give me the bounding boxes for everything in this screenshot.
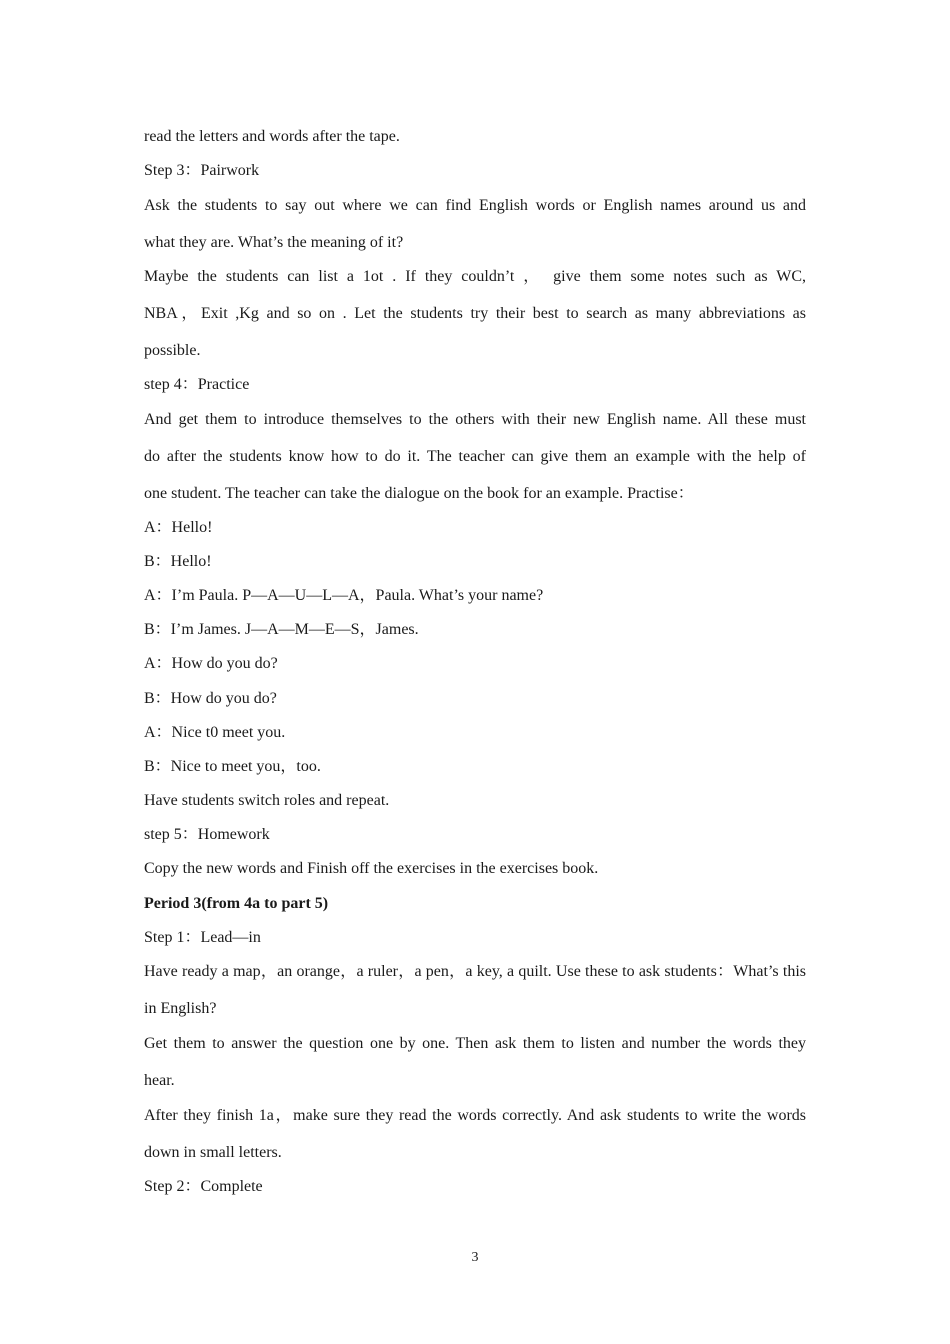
dialogue-line: B：How do you do? bbox=[144, 690, 277, 707]
page-number: 3 bbox=[471, 1250, 479, 1265]
text-line: do after the students know how to do it. The teacher can give them an example with the help of bbox=[144, 448, 806, 465]
text-line: Have students switch roles and repeat. bbox=[144, 792, 390, 809]
text-line: Maybe the students can list a 1ot . If they couldn’t ， give them some notes such as WC, bbox=[144, 268, 806, 285]
text-line: Ask the students to say out where we can find English words or English names around us and bbox=[144, 197, 806, 214]
text-line: Have ready a map，an orange，a ruler，a pen，a key, a quilt. Use these to ask students：What’s this bbox=[144, 963, 806, 980]
text-line: Get them to answer the question one by one. Then ask them to listen and number the words they bbox=[144, 1035, 806, 1052]
dialogue-line: B：I’m James. J—A—M—E—S，James. bbox=[144, 621, 419, 638]
text-line: NBA，Exit ,Kg and so on . Let the students try their best to search as many abbreviations as bbox=[144, 305, 806, 322]
text-line: possible. bbox=[144, 342, 201, 359]
dialogue-line: A：How do you do? bbox=[144, 655, 278, 672]
text-line: down in small letters. bbox=[144, 1144, 282, 1161]
text-line: one student. The teacher can take the dialogue on the book for an example. Practise： bbox=[144, 485, 694, 502]
step-heading: Step 2：Complete bbox=[144, 1178, 263, 1195]
step-heading: Step 1：Lead—in bbox=[144, 929, 261, 946]
dialogue-line: B：Hello! bbox=[144, 553, 212, 570]
text-line: hear. bbox=[144, 1072, 175, 1089]
text-line: After they finish 1a，make sure they read the words correctly. And ask students to write the words bbox=[144, 1107, 806, 1124]
step-heading: step 4：Practice bbox=[144, 376, 250, 393]
step-heading: step 5：Homework bbox=[144, 826, 270, 843]
dialogue-line: A：Nice t0 meet you. bbox=[144, 724, 286, 741]
step-heading: Step 3：Pairwork bbox=[144, 162, 260, 179]
dialogue-line: A：I’m Paula. P—A—U—L—A，Paula. What’s your name? bbox=[144, 587, 544, 604]
text-line: read the letters and words after the tape. bbox=[144, 128, 400, 145]
period-heading: Period 3(from 4a to part 5) bbox=[144, 895, 329, 912]
text-line: in English? bbox=[144, 1000, 217, 1017]
text-line: And get them to introduce themselves to the others with their new English name. All these must bbox=[144, 411, 806, 428]
text-line: Copy the new words and Finish off the exercises in the exercises book. bbox=[144, 860, 599, 877]
text-line: what they are. What’s the meaning of it? bbox=[144, 234, 404, 251]
dialogue-line: B：Nice to meet you，too. bbox=[144, 758, 321, 775]
dialogue-line: A：Hello! bbox=[144, 519, 213, 536]
